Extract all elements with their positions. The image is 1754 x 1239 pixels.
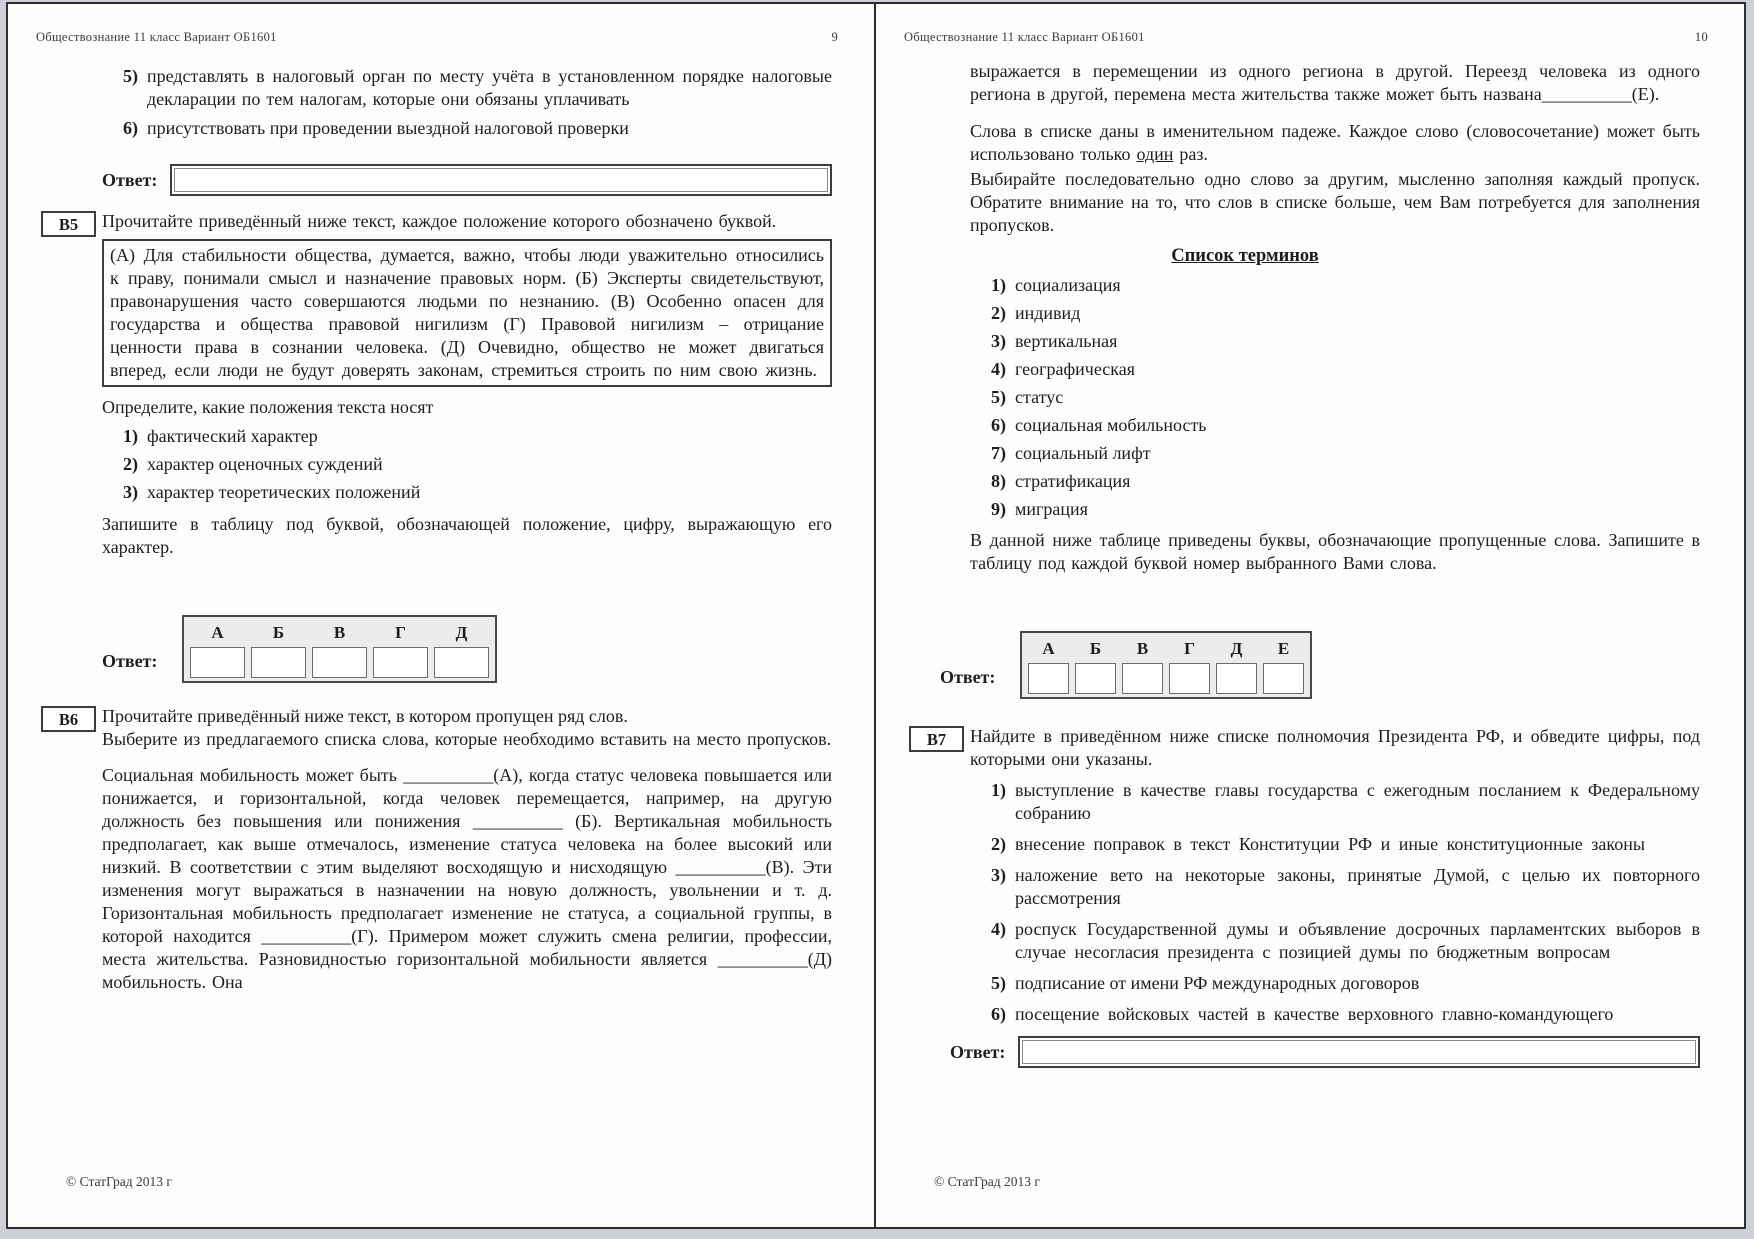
- list-item-number: 3): [991, 865, 1006, 885]
- question-intro-line2: Выберите из предлагаемого списка слова, которые необходимо вставить на место пропусков.: [102, 729, 832, 749]
- question-b5: [58, 210, 832, 234]
- term-number: 9): [991, 499, 1006, 519]
- answer-table-cells: [187, 647, 492, 681]
- list-item: [978, 833, 1700, 856]
- term-number: 6): [991, 415, 1006, 435]
- table-letter: А: [1042, 639, 1055, 658]
- page-number: 10: [1694, 30, 1708, 44]
- list-item: [978, 1003, 1700, 1026]
- answer-input-field[interactable]: [174, 168, 828, 192]
- term-text: социализация: [1015, 275, 1121, 295]
- list-item-text: присутствовать при проведении выездной налоговой проверки: [147, 118, 629, 138]
- answer-table-row: [940, 631, 1700, 699]
- question-intro: Найдите в приведённом ниже списке полномочия Президента РФ, и обведите цифры, под которыми они указаны.: [970, 726, 1700, 769]
- terms-list-title: Список терминов: [1171, 246, 1319, 266]
- list-item: [978, 864, 1700, 910]
- term-number: 3): [991, 331, 1006, 351]
- table-letter: В: [1136, 639, 1149, 658]
- list-item-number: 2): [123, 454, 138, 474]
- term-item: [978, 414, 1700, 437]
- term-number: 5): [991, 387, 1006, 407]
- list-item-number: 6): [123, 118, 138, 138]
- list-item-text: посещение войсковых частей в качестве верховного главно-командующего: [1015, 1004, 1614, 1024]
- answer-table-header: [187, 619, 492, 647]
- answer-cell[interactable]: [434, 647, 489, 678]
- table-instruction-note: В данной ниже таблице приведены буквы, обозначающие пропущенные слова. Запишите в таблицу под каждой буквой номер выбранного Вами слова.: [970, 530, 1700, 573]
- page-number: 9: [831, 30, 838, 44]
- list-item-number: 4): [991, 919, 1006, 939]
- list-item-text: подписание от имени РФ международных договоров: [1015, 973, 1420, 993]
- list-item: [110, 117, 832, 140]
- list-item-text: роспуск Государственной думы и объявление досрочных парламентских выборов в случае несогласия президента с позицией думы по бюджетным вопросам: [1015, 919, 1700, 962]
- answer-cell[interactable]: [373, 647, 428, 678]
- gap-fill-paragraph: Социальная мобильность может быть __________(А), когда статус человека повышается или понижается, и горизонтальной, когда человек перемещается, например, на другую должность без повышения или понижения __________ (Б). Вертикальная мобильность предполагает, как выше отмечалось, изменение статуса человека на более высокий или низкий. В соответствии с этим выделяют восходящую и нисходящую __________(В). Эти изменения могут выражаться в назначении на новую должность, увольнении и т. д. Горизонтальная мобильность предполагает изменение не статуса, а социальной группы, в которой находится __________(Г). Примером может служить смена религии, профессии, места жительства. Разновидностью горизонтальной мобильности является __________(Д) мобильность. Она: [102, 765, 832, 992]
- question-outro: Запишите в таблицу под буквой, обозначающей положение, цифру, выражающую его характер.: [102, 514, 832, 557]
- list-item-text: наложение вето на некоторые законы, принятые Думой, с целью их повторного рассмотрения: [1015, 865, 1700, 908]
- gap-fill-paragraph-continued: выражается в перемещении из одного региона в другой. Переезд человека из одного региона в другой, перемена места жительства также может быть названа__________(Е).: [970, 61, 1700, 104]
- answer-cell[interactable]: [1028, 663, 1069, 694]
- document-sheet: [6, 2, 1746, 1229]
- page-footer: © СтатГрад 2013 г: [66, 1174, 172, 1189]
- table-letter: Г: [1184, 639, 1195, 658]
- question-b7: [926, 725, 1700, 771]
- page-9: [8, 4, 874, 1227]
- page-header: [904, 30, 1708, 45]
- term-text: стратификация: [1015, 471, 1131, 491]
- list-item-text: характер оценочных суждений: [147, 454, 383, 474]
- answer-cell[interactable]: [1169, 663, 1210, 694]
- term-item: [978, 302, 1700, 325]
- list-item-text: представлять в налоговый орган по месту учёта в установленном порядке налоговые декларации по тем налогам, которые они обязаны уплачивать: [147, 66, 832, 109]
- page-header-title: Обществознание 11 класс Вариант ОБ1601: [904, 30, 1145, 44]
- term-number: 8): [991, 471, 1006, 491]
- term-number: 7): [991, 443, 1006, 463]
- answer-cell[interactable]: [190, 647, 245, 678]
- question-prompt: Определите, какие положения текста носят: [102, 397, 434, 417]
- answer-cell[interactable]: [1075, 663, 1116, 694]
- list-item-number: 6): [991, 1004, 1006, 1024]
- term-item: [978, 274, 1700, 297]
- term-text: социальный лифт: [1015, 443, 1151, 463]
- list-item-number: 3): [123, 482, 138, 502]
- answer-cell[interactable]: [251, 647, 306, 678]
- table-letter: Д: [1230, 639, 1243, 658]
- answer-row: [950, 1036, 1700, 1068]
- answer-input-box[interactable]: [1018, 1036, 1700, 1068]
- list-item-number: 5): [991, 973, 1006, 993]
- answer-input-field[interactable]: [1022, 1040, 1696, 1064]
- term-item: [978, 470, 1700, 493]
- page-10: [876, 4, 1744, 1227]
- question-badge-b5: В5: [41, 211, 96, 237]
- question-b6: [58, 705, 832, 751]
- list-item: [110, 65, 832, 111]
- term-number: 1): [991, 275, 1006, 295]
- term-number: 2): [991, 303, 1006, 323]
- table-letter: А: [211, 623, 224, 642]
- answer-label: Ответ:: [950, 1041, 1006, 1062]
- list-item: [110, 481, 832, 504]
- list-item: [110, 453, 832, 476]
- term-text: статус: [1015, 387, 1064, 407]
- answer-table-row: [102, 615, 832, 683]
- list-item-text: фактический характер: [147, 426, 318, 446]
- answer-table-cells: [1025, 663, 1307, 697]
- table-letter: В: [333, 623, 346, 642]
- table-letter: Б: [1089, 639, 1102, 658]
- instruction-note-2: Выбирайте последовательно одно слово за другим, мысленно заполняя каждый пропуск. Обратите внимание на то, что слов в списке больше, чем Вам потребуется для заполнения пропусков.: [970, 169, 1700, 235]
- answer-table: [182, 615, 497, 683]
- term-number: 4): [991, 359, 1006, 379]
- list-item: [978, 779, 1700, 825]
- answer-table: [1020, 631, 1312, 699]
- page-footer: © СтатГрад 2013 г: [934, 1174, 1040, 1189]
- term-item: [978, 498, 1700, 521]
- term-text: индивид: [1015, 303, 1081, 323]
- question-badge-b6: В6: [41, 706, 96, 732]
- quoted-text-box: (А) Для стабильности общества, думается, важно, чтобы люди уважительно относились к праву, понимали смысл и назначение правовых норм. (Б) Эксперты свидетельствуют, правонарушения часто совершаются людьми по незнанию. (В) Особенно опасен для государства и общества правовой нигилизм (Г) Правовой нигилизм – отрицание ценности права в сознании человека. (Д) Очевидно, общество не может двигаться вперед, если люди не будут доверять законам, стремиться строить по ним свою жизнь.: [102, 239, 832, 387]
- page-content: [58, 60, 832, 994]
- list-item-number: 5): [123, 66, 138, 86]
- term-text: вертикальная: [1015, 331, 1118, 351]
- list-item: [978, 972, 1700, 995]
- term-text: географическая: [1015, 359, 1136, 379]
- list-item: [978, 918, 1700, 964]
- term-item: [978, 330, 1700, 353]
- list-item-number: 2): [991, 834, 1006, 854]
- page-header-title: Обществознание 11 класс Вариант ОБ1601: [36, 30, 277, 44]
- table-letter: Д: [455, 623, 468, 642]
- page-content: [926, 60, 1700, 1068]
- answer-cell[interactable]: [1263, 663, 1304, 694]
- answer-row: [102, 164, 832, 196]
- page-header: [36, 30, 838, 45]
- term-text: миграция: [1015, 499, 1088, 519]
- list-item-text: выступление в качестве главы государства с ежегодным посланием к Федеральному собранию: [1015, 780, 1700, 823]
- table-letter: Е: [1277, 639, 1290, 658]
- question-intro: Прочитайте приведённый ниже текст, каждое положение которого обозначено буквой.: [102, 211, 777, 231]
- answer-cell[interactable]: [1122, 663, 1163, 694]
- term-text: социальная мобильность: [1015, 415, 1207, 435]
- term-item: [978, 442, 1700, 465]
- list-item-text: характер теоретических положений: [147, 482, 421, 502]
- underlined-word: один: [1136, 144, 1174, 164]
- instruction-note-1: [970, 120, 1700, 166]
- term-item: [978, 386, 1700, 409]
- table-letter: Г: [395, 623, 406, 642]
- answer-label: Ответ:: [102, 651, 158, 671]
- list-item: [110, 425, 832, 448]
- list-item-number: 1): [991, 780, 1006, 800]
- answer-cell[interactable]: [312, 647, 367, 678]
- question-badge-b7: В7: [909, 726, 964, 752]
- answer-label: Ответ:: [940, 667, 996, 687]
- term-item: [978, 358, 1700, 381]
- note-text: Слова в списке даны в именительном падеже. Каждое слово (словосочетание) может быть использовано только: [970, 121, 1700, 164]
- note-text: раз.: [1173, 144, 1209, 164]
- question-intro-line1: Прочитайте приведённый ниже текст, в котором пропущен ряд слов.: [102, 706, 628, 726]
- answer-label: Ответ:: [102, 169, 158, 190]
- table-letter: Б: [272, 623, 285, 642]
- answer-input-box[interactable]: [170, 164, 832, 196]
- answer-cell[interactable]: [1216, 663, 1257, 694]
- answer-table-header: [1025, 635, 1307, 663]
- list-item-number: 1): [123, 426, 138, 446]
- list-item-text: внесение поправок в текст Конституции РФ и иные конституционные законы: [1015, 834, 1645, 854]
